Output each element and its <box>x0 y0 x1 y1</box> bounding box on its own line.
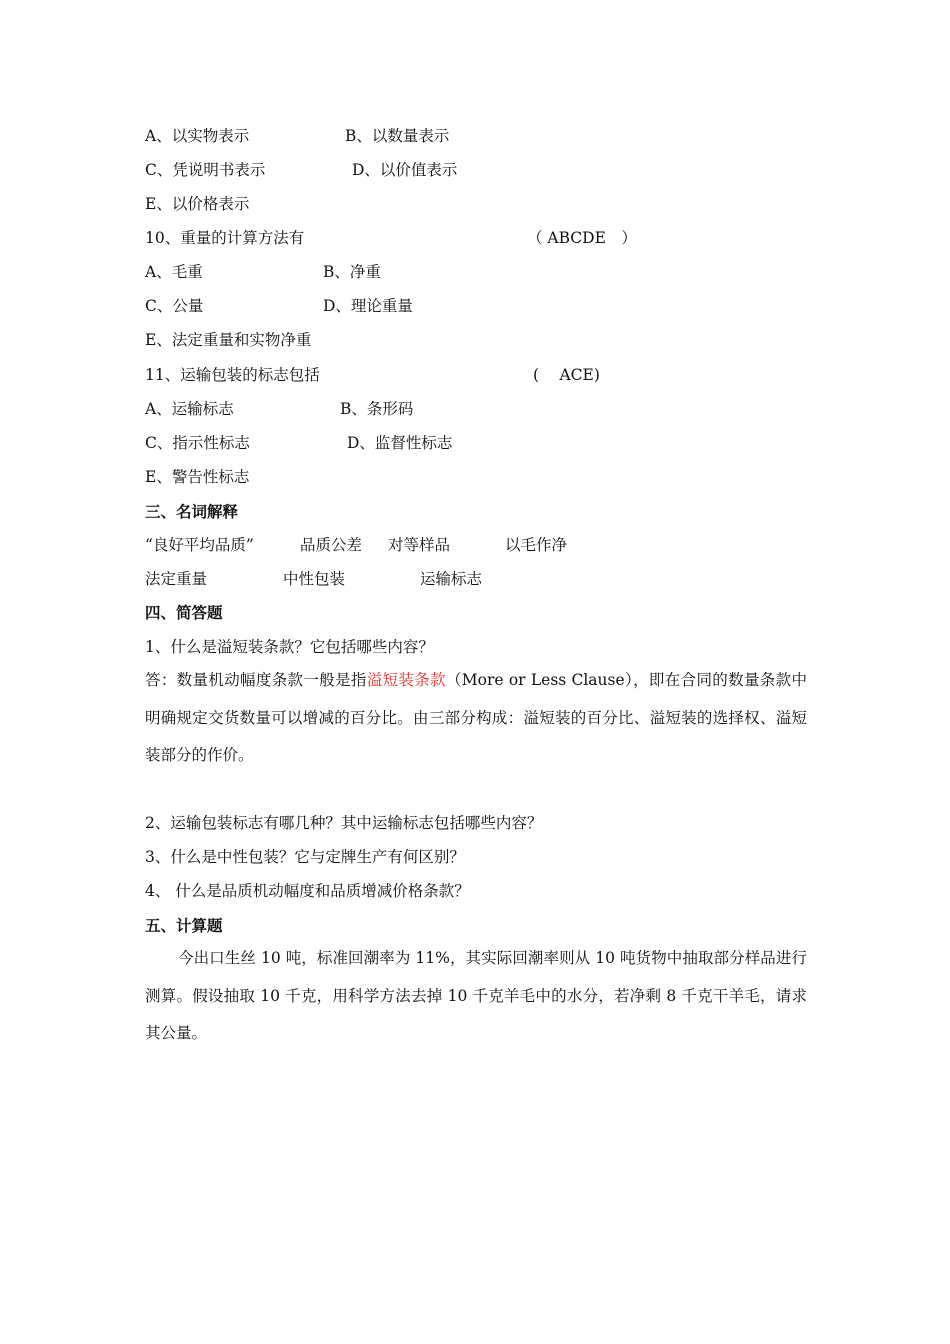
option-row <box>145 296 413 316</box>
answer-text: ( ACE) <box>533 366 600 384</box>
option-b: B、净重 <box>323 263 381 281</box>
option-e: E、以价格表示 <box>145 195 250 213</box>
option-c: C、凭说明书表示 <box>145 161 266 179</box>
term: 以毛作净 <box>505 536 568 554</box>
section-heading: 五、计算题 <box>145 916 223 935</box>
option-c: C、指示性标志 <box>145 434 250 452</box>
term: 运输标志 <box>420 570 483 588</box>
term: 对等样品 <box>388 536 451 554</box>
highlight-term: 溢短装条款 <box>366 671 446 689</box>
option-e: E、法定重量和实物净重 <box>145 331 312 349</box>
option-e: E、警告性标志 <box>145 468 250 486</box>
question-3: 3、什么是中性包装？它与定牌生产有何区别？ <box>145 848 465 866</box>
option-row <box>145 160 458 180</box>
option-d: D、监督性标志 <box>347 434 453 452</box>
option-b: B、条形码 <box>340 400 414 418</box>
question-text: 10、重量的计算方法有 <box>145 229 305 247</box>
option-b: B、以数量表示 <box>345 127 450 145</box>
terms-row <box>145 569 483 589</box>
option-row <box>145 194 249 214</box>
answer-prefix: 答：数量机动幅度条款一般是指 <box>145 671 367 689</box>
question-2: 2、运输包装标志有哪几种？其中运输标志包括哪些内容？ <box>145 814 543 832</box>
answer-rest: （More or Less Clause），即在合同的数量条款中明确规定交货数量可以增减的百分比。由三部分构成：溢短装的百分比、溢短装的选择权、溢短装部分的作价。 <box>145 671 807 764</box>
term: 中性包装 <box>283 570 346 588</box>
question-4: 4、 什么是品质机动幅度和品质增减价格条款？ <box>145 882 470 900</box>
problem-paragraph: 今出口生丝 10 吨，标准回潮率为 11%，其实际回潮率则从 10 吨货物中抽取部分样品进行测算。假设抽取 10 千克，用科学方法去掉 10 千克羊毛中的水分，若净剩 8 千克干羊毛，请求其公量。 <box>145 949 807 1042</box>
section-heading: 四、简答题 <box>145 603 223 622</box>
term: 品质公差 <box>300 536 363 554</box>
question-10 <box>145 228 637 248</box>
answer-paragraph <box>145 662 807 775</box>
question-text: 11、运输包装的标志包括 <box>145 366 320 384</box>
terms-row <box>145 535 568 555</box>
term: “良好平均品质” <box>145 536 254 554</box>
answer-text: （ ABCDE ） <box>527 229 637 247</box>
option-row <box>145 330 311 350</box>
option-c: C、公量 <box>145 297 204 315</box>
question-1: 1、什么是溢短装条款？它包括哪些内容？ <box>145 638 434 656</box>
option-d: D、理论重量 <box>323 297 413 315</box>
term: 法定重量 <box>145 570 208 588</box>
option-a: A、毛重 <box>145 263 203 281</box>
option-row <box>145 399 414 419</box>
option-row <box>145 467 249 487</box>
option-row <box>145 262 381 282</box>
question-11 <box>145 365 600 385</box>
option-row <box>145 433 453 453</box>
option-row <box>145 126 450 146</box>
option-a: A、运输标志 <box>145 400 234 418</box>
section-heading: 三、名词解释 <box>145 502 239 521</box>
option-d: D、以价值表示 <box>352 161 458 179</box>
option-a: A、以实物表示 <box>145 127 250 145</box>
